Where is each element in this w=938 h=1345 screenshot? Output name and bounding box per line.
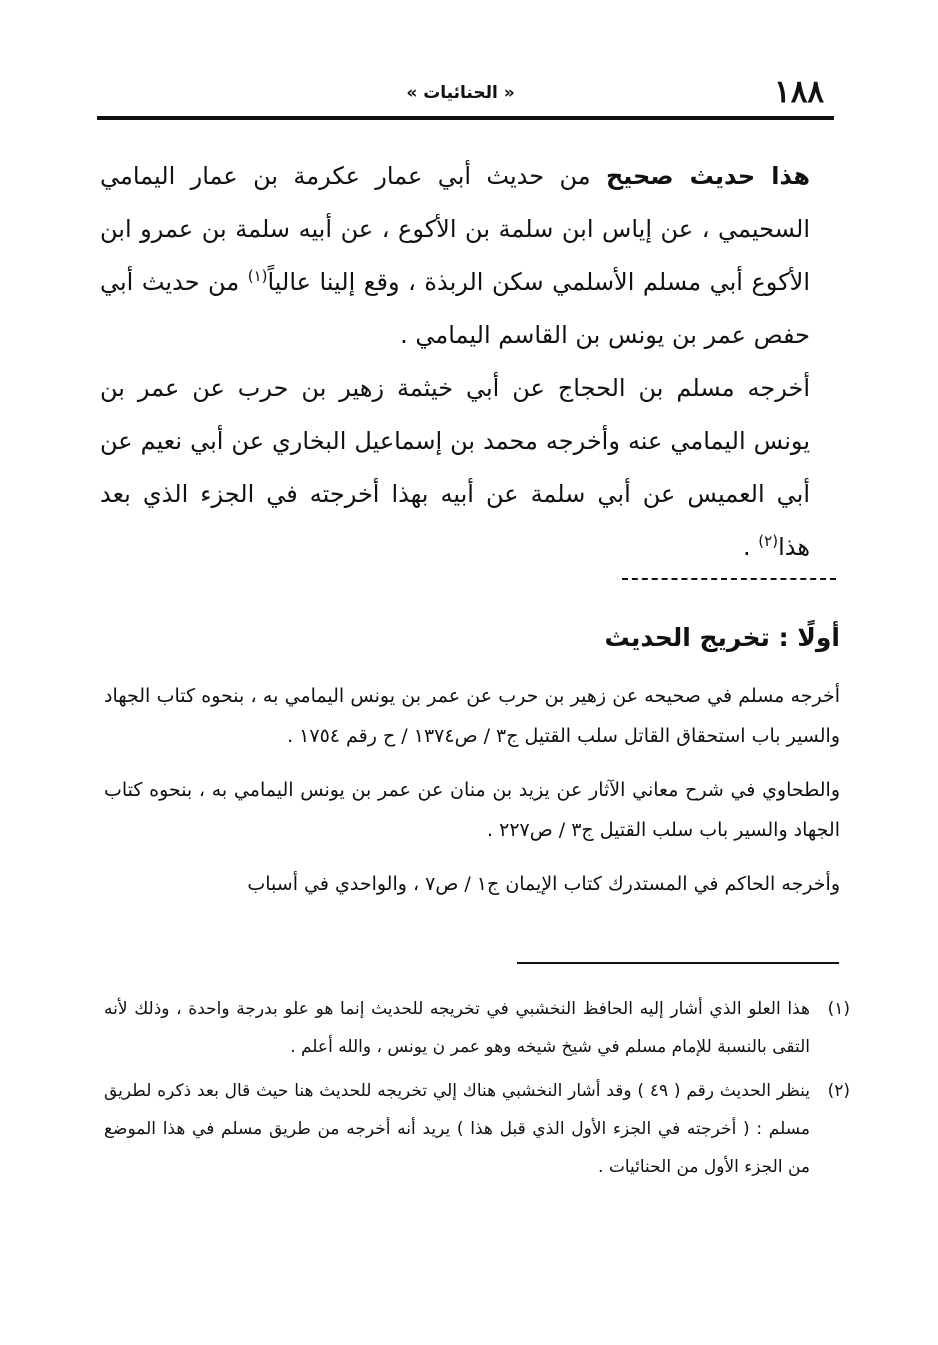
footnote-2	[104, 1072, 850, 1186]
section-heading: أولًا : تخريج الحديث	[604, 623, 840, 652]
footnote-ref-2: (٢)	[758, 532, 779, 550]
footnote-text: هذا العلو الذي أشار إليه الحافظ النخشبي في تخريجه للحديث إنما هو علو بدرجة واحدة ، وذلك لأنه التقى بالنسبة للإمام مسلم في شيخ شيخه وهو عمر ن يونس ، والله أعلم .	[104, 999, 810, 1057]
hadith-grade: هذا حديث صحيح	[605, 162, 811, 190]
paragraph-text: أخرجه مسلم بن الحجاج عن أبي خيثمة زهير بن حرب عن عمر بن يونس اليمامي عنه وأخرجه محمد بن إسماعيل البخاري عن أبي نعيم عن أبي العميس عن أبي سلمة عن أبيه بهذا أخرجته في الجزء الذي بعد هذا	[100, 374, 810, 561]
footnote-ref-1: (١)	[247, 267, 268, 285]
main-paragraph-2	[100, 362, 810, 574]
dashed-separator	[622, 578, 836, 580]
header-rule	[97, 116, 834, 120]
main-text	[100, 150, 810, 574]
page-header	[97, 72, 824, 114]
footnote-text: ينظر الحديث رقم ( ٤٩ ) وقد أشار النخشبي هناك إلي تخريجه للحديث هنا حيث قال بعد ذكره لطريق مسلم : ( أخرجته في الجزء الأول الذي قبل هذا ) يريد أنه أخرجه من طريق مسلم في هذا الموضع من الجزء الأول من الحنائيات .	[104, 1081, 810, 1177]
takhrij-paragraph: أخرجه مسلم في صحيحه عن زهير بن حرب عن عمر بن يونس اليمامي به ، بنحوه كتاب الجهاد والسير باب استحقاق القاتل سلب القتيل ج٣ / ص١٣٧٤ / ح رقم ١٧٥٤ .	[104, 685, 840, 747]
footnote-number: (٢)	[827, 1081, 850, 1101]
takhrij-paragraph: والطحاوي في شرح معاني الآثار عن يزيد بن منان عن عمر بن يونس اليمامي به ، بنحوه كتاب الجهاد والسير باب سلب القتيل ج٣ / ص٢٢٧ .	[104, 779, 840, 841]
page-number: ١٨٨	[774, 74, 824, 110]
running-title: « الحنائيات »	[406, 83, 515, 103]
footnote-number: (١)	[827, 999, 850, 1019]
footnotes	[104, 990, 850, 1192]
main-paragraph-1	[100, 150, 810, 362]
footnote-1	[104, 990, 850, 1066]
takhrij-paragraph: وأخرجه الحاكم في المستدرك كتاب الإيمان ج١ / ص٧ ، والواحدي في أسباب	[247, 873, 840, 895]
paragraph-text-end: من حديث أبي حفص عمر بن يونس بن القاسم اليمامي .	[100, 268, 810, 349]
section-body	[104, 676, 840, 918]
paragraph-text: من حديث أبي عمار عكرمة بن عمار اليمامي السحيمي ، عن إياس ابن سلمة بن الأكوع ، عن أبيه سلمة بن عمرو ابن الأكوع أبي مسلم الأسلمي سكن الربذة ، وقع إلينا عالياً	[100, 162, 810, 296]
footnote-rule	[517, 962, 839, 964]
paragraph-text-end: .	[743, 533, 759, 561]
